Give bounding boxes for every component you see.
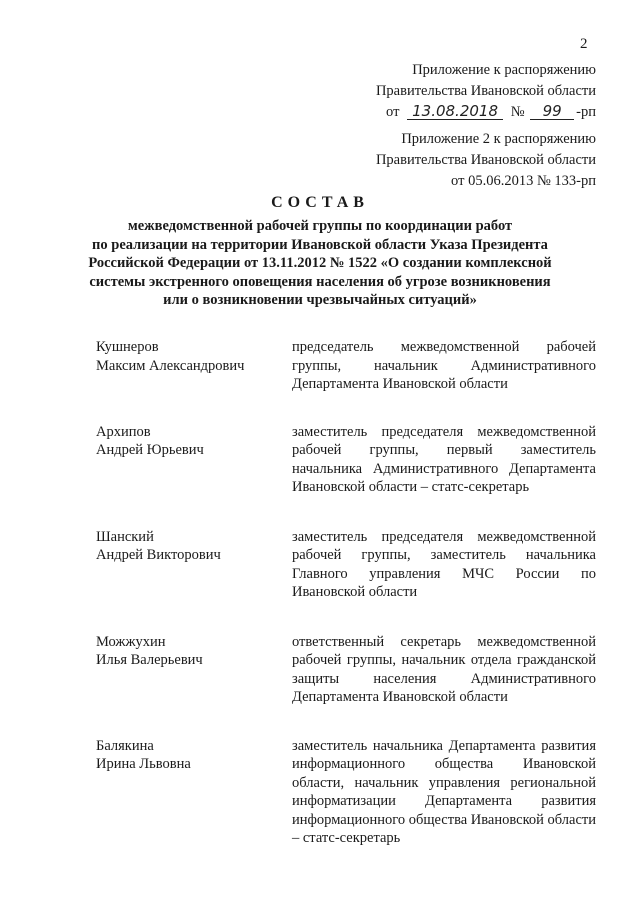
approval-block-current: [360, 60, 596, 123]
member-name: [96, 737, 292, 848]
member-role: заместитель председателя межведомственной рабочей группы, первый заместитель начальника Административного Департамента Ивановской области – статс-секретарь: [292, 423, 596, 495]
member-given-names: Илья Валерьевич: [96, 652, 203, 668]
member-row: [96, 423, 596, 497]
member-name: [96, 528, 292, 602]
approval-line: от 05.06.2013 № 133-рп: [451, 173, 596, 189]
member-surname: Можжухин: [96, 633, 166, 650]
member-given-names: Максим Александрович: [96, 357, 245, 374]
approval-block-original: [360, 129, 596, 192]
member-given-names: Ирина Львовна: [96, 756, 191, 772]
member-surname: Шанский: [96, 528, 154, 545]
approval-line: Приложение 2 к распоряжению: [401, 131, 596, 147]
member-role: председатель межведомственной рабочей группы, начальник Административного Департамента Ивановской области: [292, 339, 596, 392]
member-role: заместитель начальника Департамента развития информационного общества Ивановской области, начальник управления региональной информатизации Департамента развития информационного общества Ивановской области – статс-секретарь: [292, 737, 596, 846]
approval-line: Правительства Ивановской области: [375, 152, 596, 168]
document-subtitle: [70, 217, 570, 310]
member-given-names: Андрей Викторович: [96, 547, 221, 563]
approval-line: Приложение к распоряжению: [412, 62, 596, 78]
approval-line: Правительства Ивановской области: [375, 83, 596, 99]
member-name: [96, 423, 292, 497]
date-prefix: от: [386, 104, 400, 120]
member-surname: Балякина: [96, 737, 154, 754]
member-role: ответственный секретарь межведомственной рабочей группы, начальник отдела гражданской защиты населения Административного Департамента Ивановской области: [292, 633, 596, 705]
handwritten-date: 13.08.2018: [407, 103, 503, 120]
member-name: [96, 338, 292, 394]
member-row: [96, 338, 596, 394]
subtitle-line: межведомственной рабочей группы по координации работ: [127, 218, 513, 234]
subtitle-line: по реализации на территории Ивановской области Указа Президента: [92, 236, 548, 253]
handwritten-number: 99: [530, 103, 574, 120]
subtitle-line: или о возникновении чрезвычайных ситуаций»: [163, 292, 477, 308]
member-role: заместитель председателя межведомственной рабочей группы, заместитель начальника Главного управления МЧС России по Ивановской области: [292, 528, 596, 600]
member-row: [96, 528, 596, 602]
member-name: [96, 633, 292, 707]
number-label: №: [510, 104, 525, 120]
member-surname: Архипов: [96, 423, 151, 440]
page-number: 2: [580, 36, 588, 52]
subtitle-line: Российской Федерации от 13.11.2012 № 1522 «О создании комплексной: [88, 255, 552, 271]
member-surname: Кушнеров: [96, 339, 159, 355]
document-title: СОСТАВ: [271, 194, 369, 211]
approval-date-line: [360, 102, 596, 123]
number-suffix: -рп: [576, 104, 596, 120]
members-list: [96, 338, 596, 848]
member-row: [96, 737, 596, 848]
member-row: [96, 633, 596, 707]
member-given-names: Андрей Юрьевич: [96, 442, 204, 458]
subtitle-line: системы экстренного оповещения населения об угрозе возникновения: [89, 273, 551, 290]
